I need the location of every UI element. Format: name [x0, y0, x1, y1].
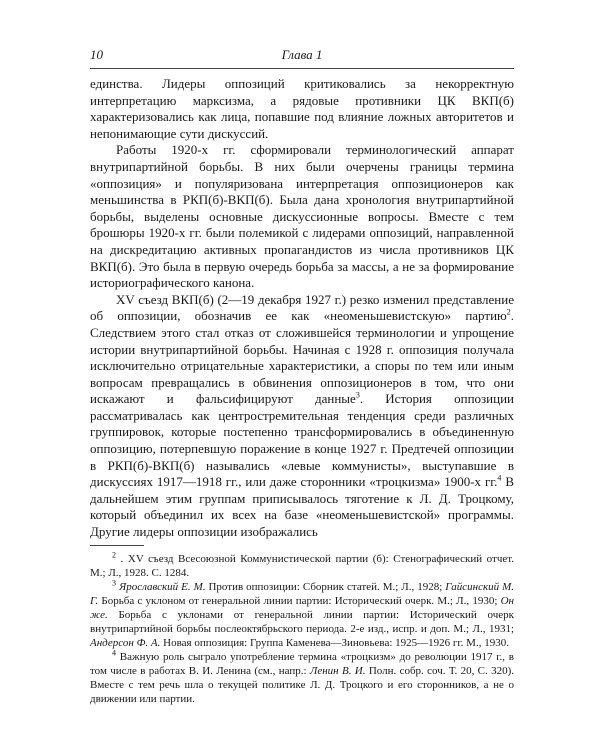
footnote-2-number: 2: [112, 550, 116, 560]
footnote-3-author-c: Он же.: [90, 595, 514, 621]
footnote-3: [90, 580, 514, 650]
footnote-2: [90, 552, 514, 580]
footnote-rule: [90, 545, 144, 546]
footnote-4-text-a: Важную роль сыграло употребление термина «троцкизм» до революции 1917 г., в том числе в работах В. И. Ленина (см., напр.:: [90, 651, 514, 677]
footnote-4-number: 4: [112, 648, 116, 658]
footnote-4-text-b: Полн. собр. соч. Т. 20, С. 320). Вместе с тем речь шла о текущей политике Л. Д. Троцкого и его сторонников, а не о движении или партии.: [90, 665, 514, 705]
footnote-ref-4[interactable]: 4: [497, 473, 502, 483]
paragraph-3: [90, 292, 514, 541]
footnote-3-text-a: Против оппозиции: Сборник статей. М.; Л., 1928;: [205, 581, 446, 593]
footnote-4-author: Ленин В. И.: [309, 665, 366, 677]
paragraph-3-text-c: . История оппозиции рассматривалась как центростремительная тенденция среди различных группировок, которые постепенно трансформировались в объединенную оппозицию, потерпевшую поражение в конце 1927 г. Предтечей оппозиции в РКП(б)-ВКП(б) назывались «левые коммунисты», выступавшие в дискуссиях 1917—1918 гг., или даже сторонники «троцкизма» 1900-х гг.: [90, 391, 514, 490]
footnote-2-text: . XV съезд Всесоюзной Коммунистической партии (б): Стенографический отчет. М.; Л., 1928. С. 1284.: [90, 553, 514, 579]
footnote-3-author-b: Гайсинский М. Г.: [90, 581, 515, 607]
footnote-3-text-d: Новая оппозиция: Группа Каменева—Зиновьева: 1925—1926 гг. М., 1930.: [160, 637, 509, 649]
paragraph-3-text-d: В дальнейшем этим группам приписывалось тяготение к Л. Д. Троцкому, который объединил их всех на базе «неоменьшевистской» программы. Другие лидеры оппозиции изображались: [90, 474, 515, 540]
paragraph-3-text-b: . Следствием этого стал отказ от сложившейся терминологии и упрощение истории внутрипартийной борьбы. Начиная с 1928 г. оппозиция получала исключительно отрицательные характеристики, а споры по тем или иным вопросам превращались в обвинения оппозиционеров в том, что они искажают и фальсифицируют данные: [90, 308, 514, 407]
footnote-3-text-b: Борьба с уклоном от генеральной линии партии: Исторический очерк. М.; Л., 1930;: [98, 595, 501, 607]
paragraph-1: единства. Лидеры оппозиций критиковались за некорректную интерпретацию марксизма, а рядовые противники ЦК ВКП(б) характеризовались как лица, попавшие под влияние ложных авторитетов и непонимающие сути дискуссий.: [90, 76, 514, 141]
header-rule: [90, 68, 514, 69]
running-header: [90, 47, 514, 67]
footnote-ref-3[interactable]: 3: [355, 390, 360, 400]
footnote-3-text-c: Борьба с уклонами от генеральной линии партии: Исторический очерк внутрипартийной борьбы послеоктябрьского периода. 2-е изд., испр. и доп. М.; Л., 1931;: [90, 609, 514, 635]
paragraph-2: Работы 1920-х гг. сформировали терминологический аппарат внутрипартийной борьбы. В них были очерчены границы термина «оппозиция» и популяризована интерпретация оппозиционеров как меньшинства в РКП(б)-ВКП(б). Была дана хронология внутрипартийной борьбы, выделены основные дискуссионные вопросы. Вместе с тем брошюры 1920-х гг. были полемикой с лидерами оппозиций, направленной на дискредитацию активных пропагандистов из числа противников ЦК ВКП(б). Это была в первую очередь борьба за массы, а не за формирование историографического канона.: [90, 142, 514, 291]
page-number: 10: [90, 47, 103, 62]
footnote-3-author-a: Ярославский Е. М.: [118, 581, 206, 593]
footnote-4: [90, 650, 514, 706]
chapter-title: Глава 1: [281, 47, 323, 62]
paragraph-3-text-a: XV съезд ВКП(б) (2—19 декабря 1927 г.) резко изменил представление об оппозиции, обозначив ее как «неоменьшевистскую» партию: [90, 291, 514, 324]
main-text: [90, 76, 514, 541]
footnote-3-number: 3: [112, 578, 116, 588]
footnote-3-author-d: Андерсон Ф. А.: [90, 637, 161, 649]
footnotes: [90, 552, 514, 706]
footnote-ref-2[interactable]: 2: [506, 307, 511, 317]
